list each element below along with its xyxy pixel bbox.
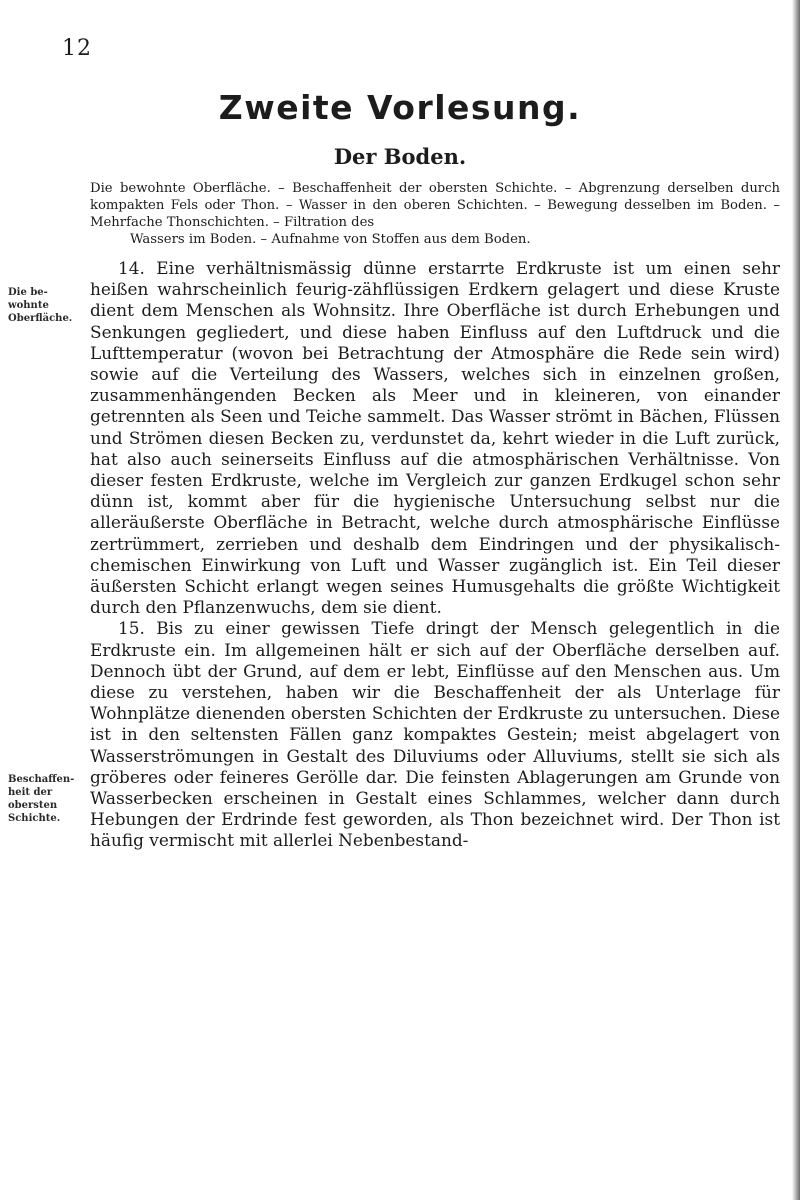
paragraph-15: 15. Bis zu einer gewissen Tiefe dringt der Mensch gelegentlich in die Erdkruste ein. Im allgemeinen hält er sich auf der Oberfläche derselben auf. Dennoch übt der Grund, auf dem er lebt, Einflüsse auf den Menschen aus. Um diese zu verstehen, haben wir die Beschaffenheit der als Unterlage für Wohnplätze dienenden obersten Schichten der Erdkruste zu untersuchen. Diese ist in den seltensten Fällen ganz kompaktes Gestein; meist abgelagert von Wasserströmungen in Gestalt des Diluviums oder Alluviums, stellt sie sich als gröberes oder feineres Gerölle dar. Die feinsten Ablagerungen am Grunde von Wasserbecken erscheinen in Gestalt eines Schlammes, welcher dann durch Hebungen der Erdrinde fest geworden, als Thon bezeichnet wird. Der Thon ist häufig vermischt mit allerlei Nebenbestand- [90, 618, 780, 851]
paragraph-14: 14. Eine verhältnismässig dünne erstarrte Erdkruste ist um einen sehr heißen wahrscheinlich feurig-zähflüssigen Erdkern gelagert und diese Kruste dient dem Menschen als Wohnsitz. Ihre Oberfläche ist durch Erhebungen und Senkungen gegliedert, und diese haben Einfluss auf den Luftdruck und die Lufttemperatur (wovon bei Betrachtung der Atmosphäre die Rede sein wird) sowie auf die Verteilung des Wassers, welches sich in einzelnen großen, zusammenhängenden Becken als Meer und in kleineren, von einander getrennten als Seen und Teiche sammelt. Das Wasser strömt in Bächen, Flüssen und Strömen diesen Becken zu, verdunstet da, kehrt wieder in die Luft zurück, hat also auch seinerseits Einfluss auf die atmosphärischen Verhältnisse. Von dieser festen Erdkruste, welche im Vergleich zur ganzen Erdkugel schon sehr dünn ist, kommt aber für die hygienische Untersuchung selbst nur die alleräußerste Oberfläche in Betracht, welche durch atmosphärische Einflüsse zertrümmert, zerrieben und deshalb dem Eindringen und der physikalisch-chemischen Einwirkung von Luft und Wasser zugänglich ist. Ein Teil dieser äußersten Schicht erlangt wegen seines Humusgehalts die größte Wichtigkeit durch den Pflanzenwuchs, dem sie dient. [90, 258, 780, 618]
page-edge-shadow [792, 0, 800, 1200]
summary-last-line: Wassers im Boden. – Aufnahme von Stoffen aus dem Boden. [130, 232, 531, 247]
margin-note-bewohnte-oberflaeche: Die be-wohnte Oberfläche. [8, 287, 73, 324]
lecture-title: Zweite Vorlesung. [218, 88, 582, 127]
chapter-summary [90, 180, 780, 248]
page-number: 12 [62, 36, 92, 61]
section-title: Der Boden. [333, 144, 467, 169]
main-text [90, 258, 780, 852]
summary-text: Die bewohnte Oberfläche. – Beschaffenheit der obersten Schichte. – Abgrenzung derselben durch kompakten Fels oder Thon. – Wasser in den oberen Schichten. – Bewegung desselben im Boden. – Mehrfache Thonschichten. – Filtration des [90, 181, 780, 230]
margin-note-beschaffenheit: Beschaffen-heit der obersten Schichte. [8, 774, 75, 824]
